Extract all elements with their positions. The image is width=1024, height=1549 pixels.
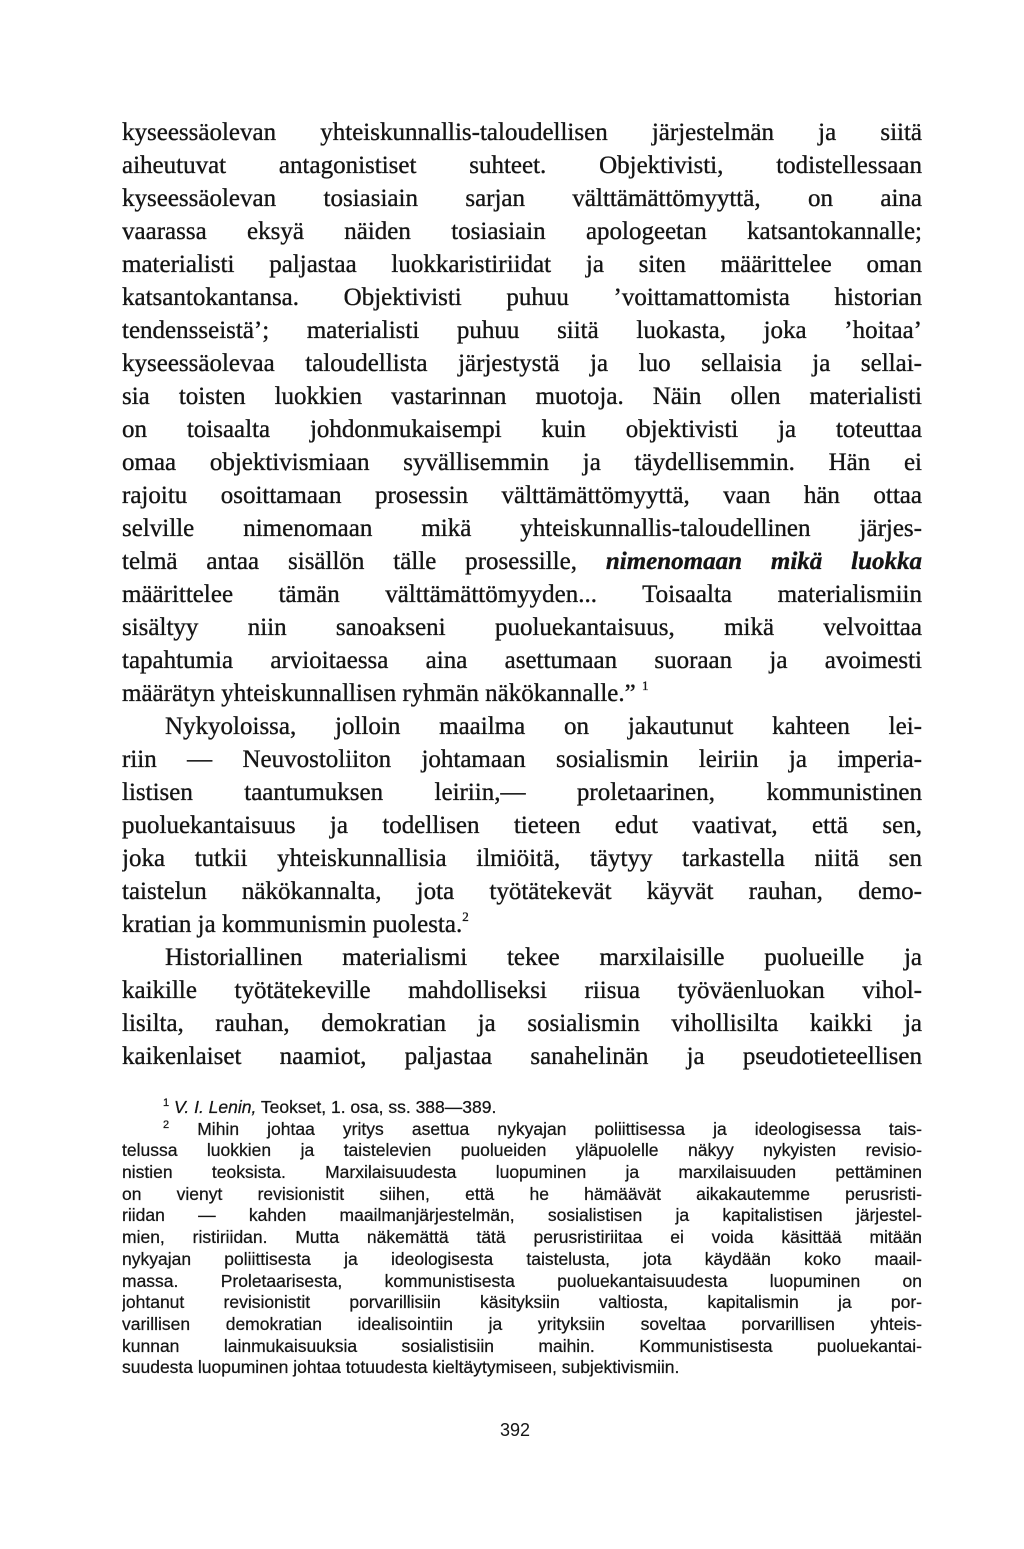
text-line: listisen taantumuksen leiriin,— proletaarinen, kommunistinen	[122, 779, 922, 806]
text-line: omaa objektivismiaan syvällisemmin ja täydellisemmin. Hän ei	[122, 449, 922, 476]
text-line: määrittelee tämän välttämättömyyden... Toisaalta materialismiin	[122, 581, 922, 608]
footnote-line: johtanut revisionistit porvarillisiin käsityksiin valtiosta, kapitalismin ja por-	[122, 1292, 922, 1313]
footnote-line: suudesta luopuminen johtaa totuudesta kieltäytymiseen, subjektivismiin.	[122, 1357, 680, 1378]
text-line: rajoitu osoittamaan prosessin välttämättömyyttä, vaan hän ottaa	[122, 482, 922, 509]
footnote-line: on vienyt revisionistit siihen, että he hämäävät aikakautemme perusristi-	[122, 1183, 922, 1204]
paragraph-1	[122, 116, 922, 710]
footnote-line	[122, 1119, 922, 1141]
footnote-reference: 1	[641, 678, 649, 693]
text-line	[122, 545, 922, 578]
text-line	[122, 677, 922, 710]
footnote-1	[122, 1097, 922, 1119]
footnote-reference: 2	[462, 909, 469, 924]
text-line: kaikenlaiset naamiot, paljastaa sanahelinän ja pseudotieteellisen	[122, 1043, 922, 1070]
footnote-text: Teokset, 1. osa, ss. 388—389.	[260, 1097, 497, 1117]
text-line: sisältyy niin sanoakseni puoluekantaisuus, mikä velvoittaa	[122, 614, 922, 641]
text-line: aiheutuvat antagonistiset suhteet. Objektivisti, todistellessaan	[122, 152, 922, 179]
text-line: puoluekantaisuus ja todellisen tieteen edut vaativat, että sen,	[122, 812, 922, 839]
text-line: tendensseistä’; materialisti puhuu siitä luokasta, joka ’hoitaa’	[122, 317, 922, 344]
footnote-line: nykyajan poliittisesta ja ideologisesta taistelusta, jota käydään koko maail-	[122, 1248, 922, 1269]
page-number: 392	[499, 1420, 531, 1440]
footnote-author: V. I. Lenin,	[174, 1097, 257, 1117]
footnote-line: riidan — kahden maailmanjärjestelmän, sosialistisen ja kapitalistisen järjestel-	[122, 1205, 922, 1226]
footnote-line: telussa luokkien ja taistelevien puolueiden yläpuolelle näkyy nykyisten revisio-	[122, 1140, 922, 1161]
text-line: riin — Neuvostoliiton johtamaan sosialismin leiriin ja imperia-	[122, 746, 922, 773]
text-line: materialisti paljastaa luokkaristiriidat ja siten määrittelee oman	[122, 251, 922, 278]
paragraph-3	[122, 941, 922, 1073]
footnotes	[122, 1097, 922, 1379]
text-line: joka tutkii yhteiskunnallisia ilmiöitä, täytyy tarkastella niitä sen	[122, 845, 922, 872]
text-line: Nykyoloissa, jolloin maailma on jakautunut kahteen lei-	[165, 713, 922, 740]
text-line: sia toisten luokkien vastarinnan muotoja. Näin ollen materialisti	[122, 383, 922, 410]
text-segment: telmä antaa sisällön tälle prosessille,	[122, 548, 577, 575]
text-segment: kratian ja kommunismin puolesta.	[122, 911, 463, 938]
text-line: on toisaalta johdonmukaisempi kuin objektivisti ja toteuttaa	[122, 416, 922, 443]
text-line: lisilta, rauhan, demokratian ja sosialismin vihollisilta kaikki ja	[122, 1010, 922, 1037]
text-line: kyseessäolevan tosiasiain sarjan välttämättömyyttä, on aina	[122, 185, 922, 212]
text-line: taistelun näkökannalta, jota työtätekevät käyvät rauhan, demo-	[122, 878, 922, 905]
text-line: selville nimenomaan mikä yhteiskunnallis-taloudellinen järjes-	[122, 515, 922, 542]
text-line: Historiallinen materialismi tekee marxilaisille puolueille ja	[165, 944, 922, 971]
text-line: tapahtumia arvioitaessa aina asettumaan suoraan ja avoimesti	[122, 647, 922, 674]
footnote-marker: 1	[163, 1097, 170, 1109]
text-line: vaarassa eksyä näiden tosiasiain apologeetan katsantokannalle;	[122, 218, 922, 245]
footnote-line: nistien teoksista. Marxilaisuudesta luopuminen ja marxilaisuuden pettäminen	[122, 1162, 922, 1183]
footnote-line: varillisen demokratian idealisointiin ja yrityksiin soveltaa porvarillisen yhteis-	[122, 1313, 922, 1334]
main-text	[122, 116, 922, 1073]
footnote-line: mien, ristiriidan. Mutta näkemättä tätä perusristiriitaa ei voida käsittää mitään	[122, 1227, 922, 1248]
text-line: kaikille työtätekeville mahdolliseksi riisua työväenluokan vihol-	[122, 977, 922, 1004]
text-line: katsantokantansa. Objektivisti puhuu ’voittamattomista historian	[122, 284, 922, 311]
footnote-line: massa. Proletaarisesta, kommunistisesta puoluekantaisuudesta luopuminen on	[122, 1270, 922, 1291]
text-line: kyseessäolevan yhteiskunnallis-taloudellisen järjestelmän ja siitä	[122, 119, 922, 146]
footnote-2	[122, 1119, 922, 1379]
paragraph-2	[122, 710, 922, 941]
footnote-marker: 2	[163, 1118, 170, 1131]
emphasis-text: nimenomaan mikä luokka	[605, 548, 922, 575]
text-segment: määrätyn yhteiskunnallisen ryhmän näkökannalle.”	[122, 680, 636, 707]
text-line	[122, 908, 922, 941]
text-line: kyseessäolevaa taloudellista järjestystä ja luo sellaisia ja sellai-	[122, 350, 922, 377]
footnote-line: kunnan lainmukaisuuksia sosialistisiin maihin. Kommunistisesta puoluekantai-	[122, 1335, 922, 1356]
footnote-text: Mihin johtaa yritys asettua nykyajan poliittisessa ja ideologisessa tais-	[197, 1118, 922, 1139]
